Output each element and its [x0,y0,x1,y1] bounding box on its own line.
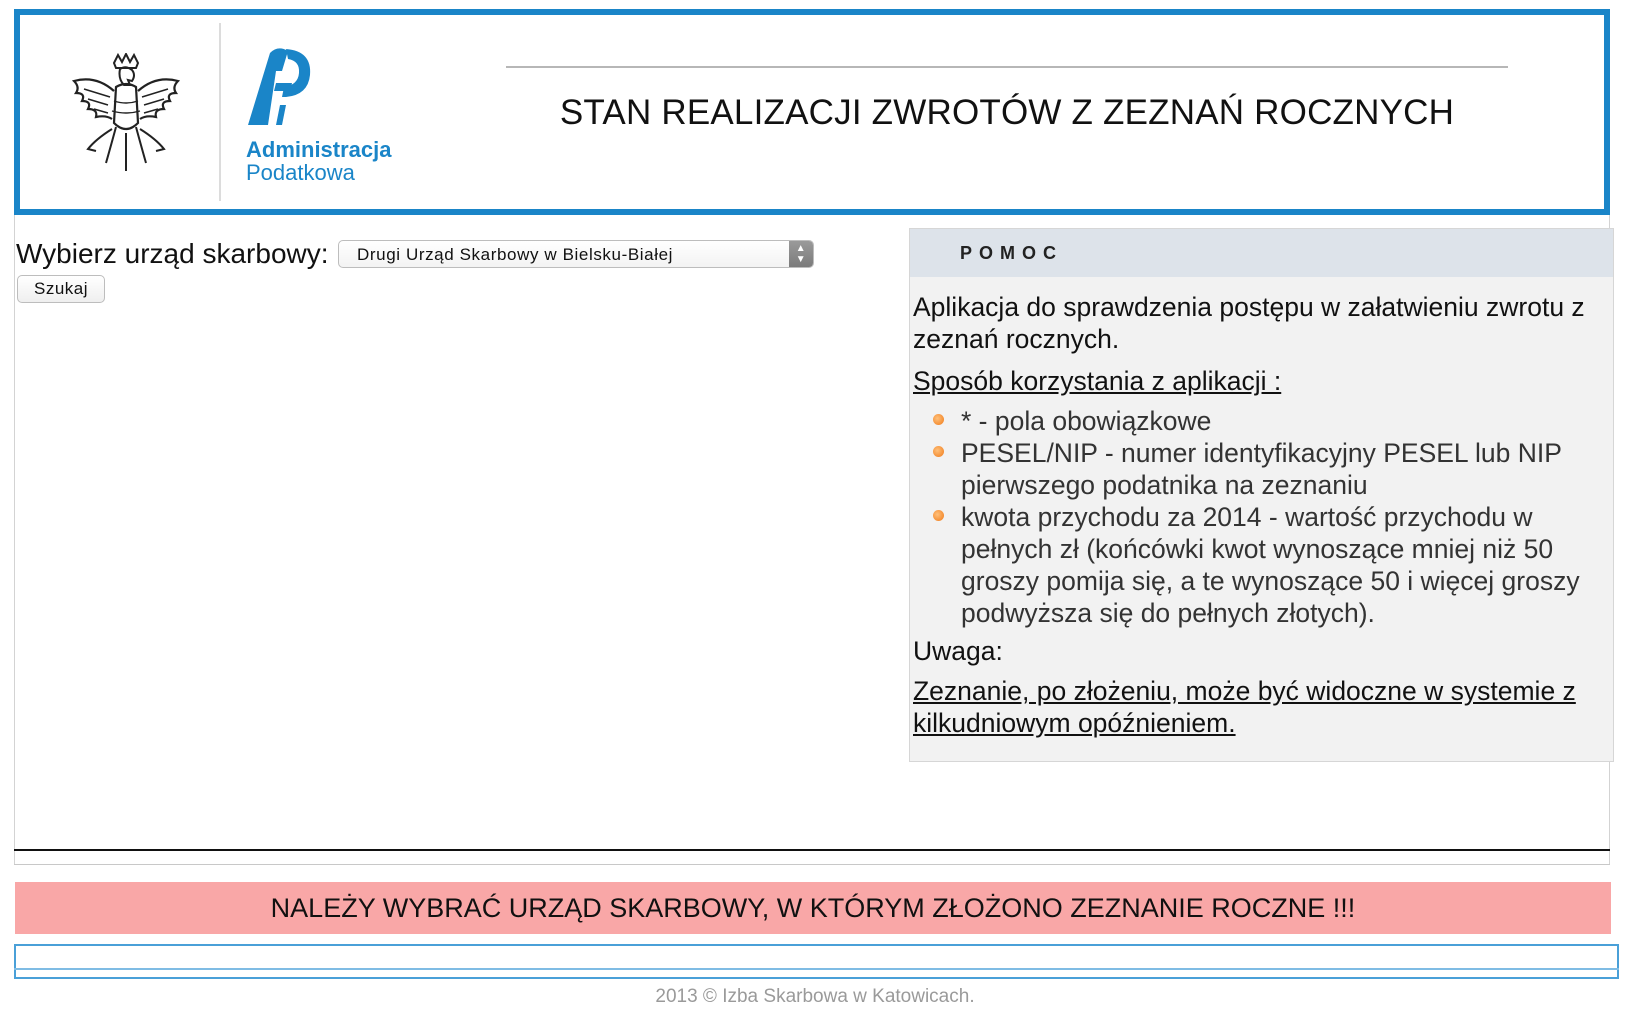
results-bar-rule [14,968,1619,970]
tax-office-selected-value: Drugi Urząd Skarbowy w Bielsku-Białej [357,245,674,264]
site-header [14,9,1610,215]
office-select-label: Wybierz urząd skarbowy: [16,238,329,269]
logo-text-line2: Podatkowa [246,160,355,185]
list-item [961,437,1603,501]
footer-copyright: 2013 © Izba Skarbowa w Katowicach. [655,986,975,1007]
tax-office-select[interactable] [338,240,814,268]
orange-bullet-icon [933,446,944,457]
administracja-podatkowa-logo [246,45,426,185]
orange-bullet-icon [933,414,944,425]
help-list [913,405,1603,629]
help-item-text: kwota przychodu za 2014 - wartość przychodu w pełnych zł (końcówki kwot wynoszące mniej niż 50 groszy pomija się, a te wynoszące 50 i więcej groszy podwyższa się do pełnych złotych). [961,502,1580,628]
help-body [913,291,1603,739]
select-arrows-icon[interactable]: ▲ ▼ [789,241,813,267]
header-rule [506,66,1508,68]
divider-light [14,864,1610,865]
orange-bullet-icon [933,510,944,521]
search-button[interactable]: Szukaj [17,275,105,303]
help-item-text: PESEL/NIP - numer identyfikacyjny PESEL lub NIP pierwszego podatnika na zeznaniu [961,438,1562,500]
administracja-podatkowa-logo-icon [246,45,316,127]
help-note-label: Uwaga: [913,636,1003,666]
page-title: STAN REALIZACJI ZWROTÓW Z ZEZNAŃ ROCZNYCH [559,93,1455,132]
help-panel [909,228,1614,762]
help-heading: POMOC [960,243,1064,263]
header-divider [219,23,221,201]
list-item [961,405,1603,437]
divider-dark [14,849,1610,851]
results-bar [14,944,1619,979]
help-note-text: Zeznanie, po złożeniu, może być widoczne w systemie z kilkudniowym opóźnieniem. [913,676,1576,738]
list-item [961,501,1603,629]
help-item-text: * - pola obowiązkowe [961,406,1212,436]
help-panel-header [910,229,1613,277]
help-intro: Aplikacja do sprawdzenia postępu w załatwieniu zwrotu z zeznań rocznych. [913,292,1585,354]
logo-text-line1: Administracja [246,137,392,162]
warning-message: NALEŻY WYBRAĆ URZĄD SKARBOWY, W KTÓRYM ZŁOŻONO ZEZNANIE ROCZNE !!! [15,882,1611,934]
polish-eagle-emblem-icon [66,53,186,183]
help-usage-title: Sposób korzystania z aplikacji : [913,366,1282,396]
